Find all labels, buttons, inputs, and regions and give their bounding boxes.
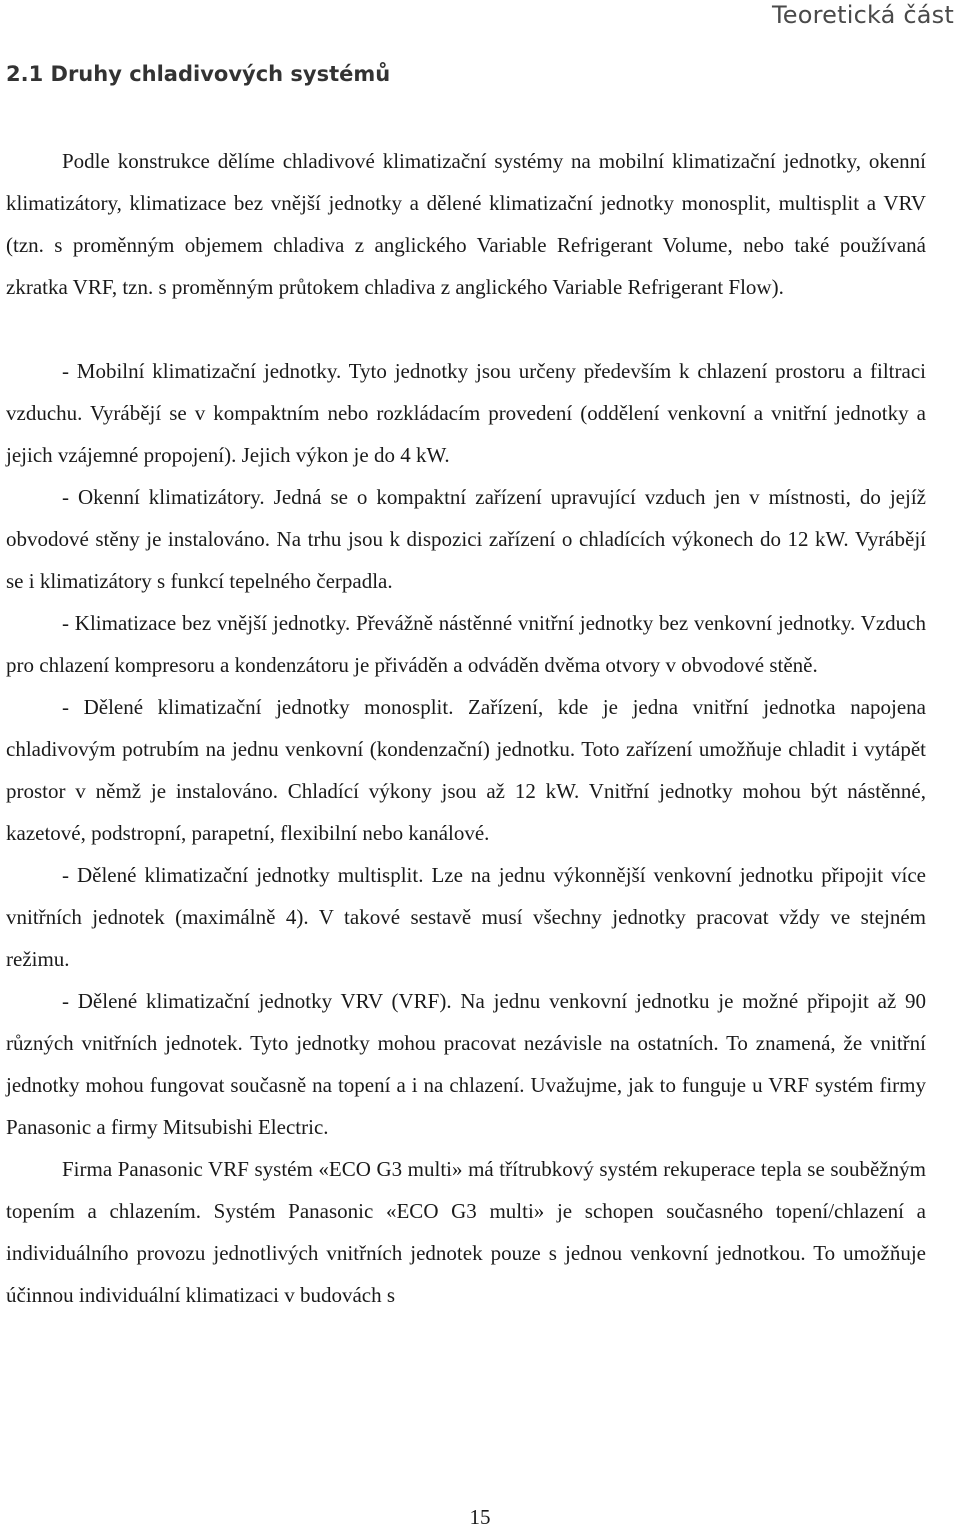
paragraph-panasonic: Firma Panasonic VRF systém «ECO G3 multi» má třítrubkový systém rekuperace tepla se souběžným topením a chlazením. Systém Panasonic «ECO G3 multi» je schopen současného topení/chlazení a individuálního provozu jednotlivých vnitřních jednotek pouze s jednou venkovní jednotkou. To umožňuje účinnou individuální klimatizaci v budovách s [6,1157,926,1307]
paragraph-mobile-units: - Mobilní klimatizační jednotky. Tyto jednotky jsou určeny především k chlazení prostoru a filtraci vzduchu. Vyrábějí se v kompaktním nebo rozkládacím provedení (oddělení venkovní a vnitřní jednotky a jejich vzájemné propojení). Jejich výkon je do 4 kW. [6,359,926,467]
page-number: 15 [469,1505,491,1529]
paragraph-window-units: - Okenní klimatizátory. Jedná se o kompaktní zařízení upravující vzduch jen v místnosti, do jejíž obvodové stěny je instalováno. Na trhu jsou k dispozici zařízení o chladících výkonech do 12 kW. Vyrábějí se i klimatizátory s funkcí tepelného čerpadla. [6,485,926,593]
paragraph-monosplit: - Dělené klimatizační jednotky monosplit. Zařízení, kde je jedna vnitřní jednotka napojena chladivovým potrubím na jednu venkovní (kondenzační) jednotku. Toto zařízení umožňuje chladit i vytápět prostor v němž je instalováno. Chladící výkony jsou až 12 kW. Vnitřní jednotky mohou být nástěnné, kazetové, podstropní, parapetní, flexibilní nebo kanálové. [6,695,926,845]
running-header-title: Teoretická část [771,1,954,29]
paragraph-vrv: - Dělené klimatizační jednotky VRV (VRF). Na jednu venkovní jednotku je možné připojit až 90 různých vnitřních jednotek. Tyto jednotky mohou pracovat nezávisle na ostatních. To znamená, že vnitřní jednotky mohou fungovat současně na topení a i na chlazení. Uvažujme, jak to funguje u VRF systém firmy Panasonic a firmy Mitsubishi Electric. [6,989,926,1139]
section-heading: 2.1 Druhy chladivových systémů [6,62,391,86]
paragraph-intro: Podle konstrukce dělíme chladivové klimatizační systémy na mobilní klimatizační jednotky, okenní klimatizátory, klimatizace bez vnější jednotky a dělené klimatizační jednotky monosplit, multisplit a VRV (tzn. s proměnným objemem chladiva z anglického Variable Refrigerant Volume, nebo také používaná zkratka VRF, tzn. s proměnným průtokem chladiva z anglického Variable Refrigerant Flow). [6,149,926,299]
document-body [6,140,926,1316]
paragraph-no-outdoor-unit: - Klimatizace bez vnější jednotky. Převážně nástěnné vnitřní jednotky bez venkovní jednotky. Vzduch pro chlazení kompresoru a kondenzátoru je přiváděn a odváděn dvěma otvory v obvodové stěně. [6,611,926,677]
paragraph-multisplit: - Dělené klimatizační jednotky multisplit. Lze na jednu výkonnější venkovní jednotku připojit více vnitřních jednotek (maximálně 4). V takové sestavě musí všechny jednotky pracovat vždy ve stejném režimu. [6,863,926,971]
